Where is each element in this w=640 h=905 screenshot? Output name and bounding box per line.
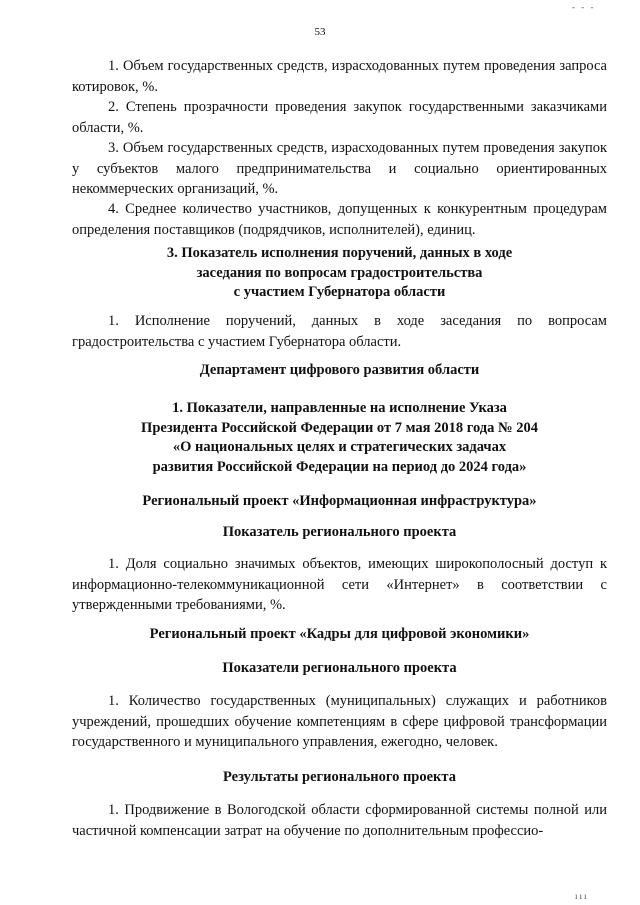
paragraph-procurement-transparency: 2. Степень прозрачности проведения закупок государственными заказчиками области, %. [72,99,607,136]
paragraph-instructions-execution: 1. Исполнение поручений, данных в ходе заседания по вопросам градостроительства с участием Губернатора области. [72,313,607,350]
indicator-heading-infrastructure: Показатель регионального проекта [222,524,457,540]
scan-corner-mark-bottom: ııı [575,891,589,901]
paragraph-procurement-quotations: 1. Объем государственных средств, израсходованных путем проведения запроса котировок, %. [72,58,607,95]
paragraph-employees-trained: 1. Количество государственных (муниципальных) служащих и работников учреждений, прошедших обучение компетенциям в сфере цифровой трансформации государственного и муниципального управления, ежегодно, человек. [72,693,607,750]
section-heading-instructions: 3. Показатель исполнения поручений, данных в ходе заседания по вопросам градостроительства с участием Губернатора области [166,245,513,300]
page-number: 53 [314,26,326,38]
scan-corner-mark: - - - [572,2,596,12]
project-heading-infrastructure: Региональный проект «Информационная инфраструктура» [142,493,537,509]
results-heading: Результаты регионального проекта [223,769,456,785]
department-heading: Департамент цифрового развития области [199,362,480,378]
indicators-heading-personnel: Показатели регионального проекта [222,660,457,676]
paragraph-small-business-procurement: 3. Объем государственных средств, израсходованных путем проведения закупок у субъектов малого предпринимательства и социально ориентированных некоммерческих организаций, %. [72,140,607,197]
paragraph-compensation-system: 1. Продвижение в Вологодской области сформированной системы полной или частичной компенсации затрат на обучение по дополнительным профессио- [72,802,607,839]
paragraph-average-participants: 4. Среднее количество участников, допущенных к конкурентным процедурам определения поставщиков (подрядчиков, исполнителей), единиц. [72,201,607,238]
paragraph-broadband-share: 1. Доля социально значимых объектов, имеющих широкополосный доступ к информационно-телекоммуникационной сети «Интернет» в соответствии с утвержденными требованиями, %. [72,556,607,613]
decree-heading: 1. Показатели, направленные на исполнение Указа Президента Российской Федерации от 7 мая 2018 года № 204 «О национальных целях и стратегических задачах развития Российской Федерации на период до 2024 года» [141,400,538,475]
project-heading-personnel: Региональный проект «Кадры для цифровой экономики» [149,626,530,642]
